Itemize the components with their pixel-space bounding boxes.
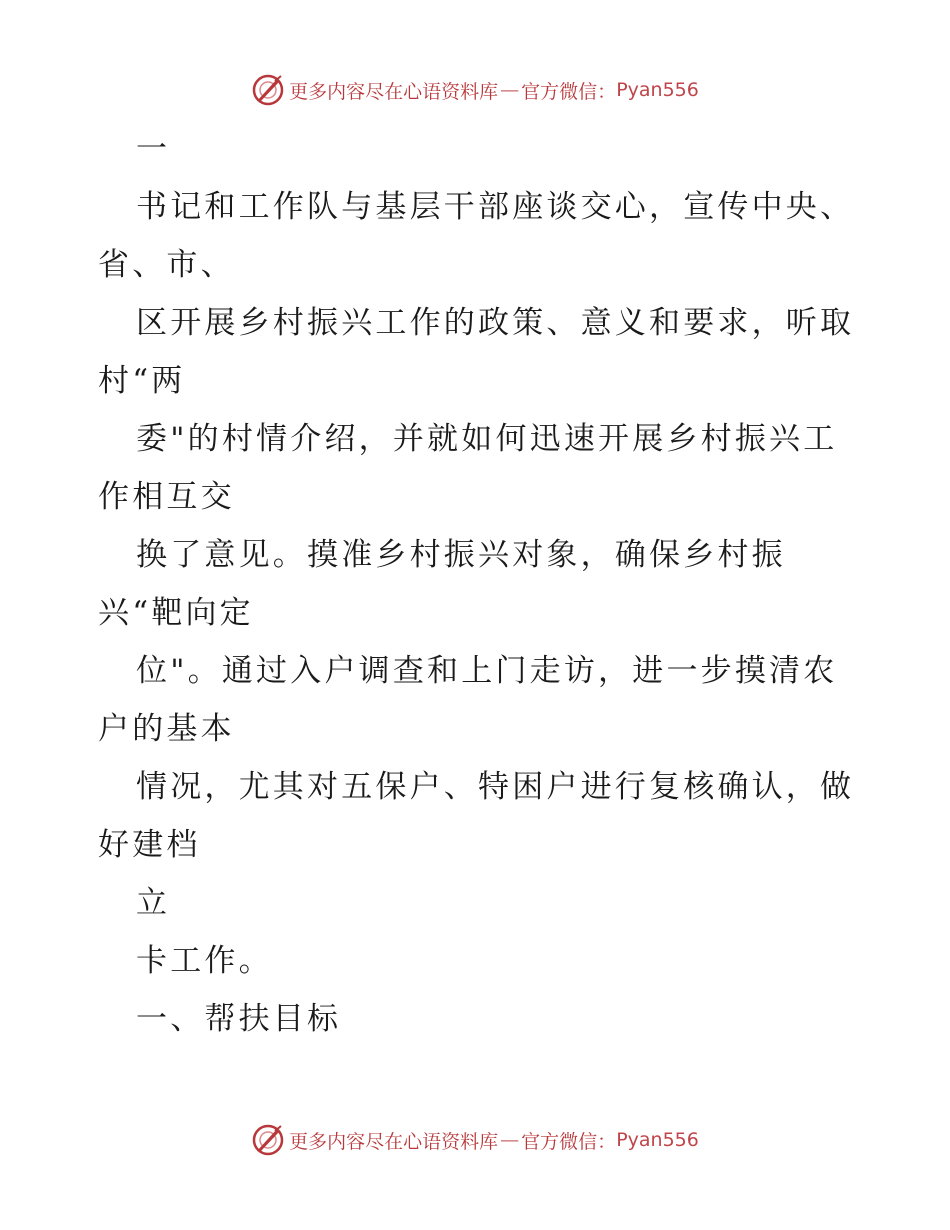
section-heading: 一、帮扶目标 <box>136 1001 342 1037</box>
text-line: 好建档 <box>98 827 201 863</box>
text-line: 换了意见。摸准乡村振兴对象，确保乡村振 <box>136 537 786 573</box>
watermark-dash: — <box>500 1129 520 1151</box>
text-line: 位"。通过入户调查和上门走访，进一步摸清农 <box>136 653 838 689</box>
watermark-wechat-label: 官方微信： <box>521 1130 617 1153</box>
text-line: 省、市、 <box>98 247 235 283</box>
text-line: 村“两 <box>98 363 186 399</box>
text-line: 卡工作。 <box>136 943 273 979</box>
text-line: 区开展乡村振兴工作的政策、意义和要求，听取 <box>136 305 855 341</box>
text-line: 立 <box>136 885 171 921</box>
quill-pen-logo-icon <box>251 1123 285 1157</box>
watermark-wechat-label: 官方微信： <box>521 80 617 103</box>
text-line: 兴“靶向定 <box>98 595 254 631</box>
watermark-dash: — <box>500 79 520 101</box>
document-body <box>98 120 878 1048</box>
watermark-text: 更多内容尽在心语资料库 <box>289 80 499 103</box>
watermark-header <box>0 70 950 110</box>
watermark-wechat-id: Pyan556 <box>616 1129 699 1151</box>
watermark-wechat-id: Pyan556 <box>616 79 699 101</box>
watermark-text: 更多内容尽在心语资料库 <box>289 1130 499 1153</box>
text-line: 户的基本 <box>98 711 235 747</box>
text-line: 作相互交 <box>98 479 235 515</box>
watermark-footer <box>0 1120 950 1160</box>
text-line: 委"的村情介绍，并就如何迅速开展乡村振兴工 <box>136 421 838 457</box>
text-line: 情况，尤其对五保户、特困户进行复核确认，做 <box>136 769 855 805</box>
quill-pen-logo-icon <box>251 73 285 107</box>
text-line: 书记和工作队与基层干部座谈交心，宣传中央、 <box>136 189 855 225</box>
text-line: 一 <box>136 131 171 167</box>
